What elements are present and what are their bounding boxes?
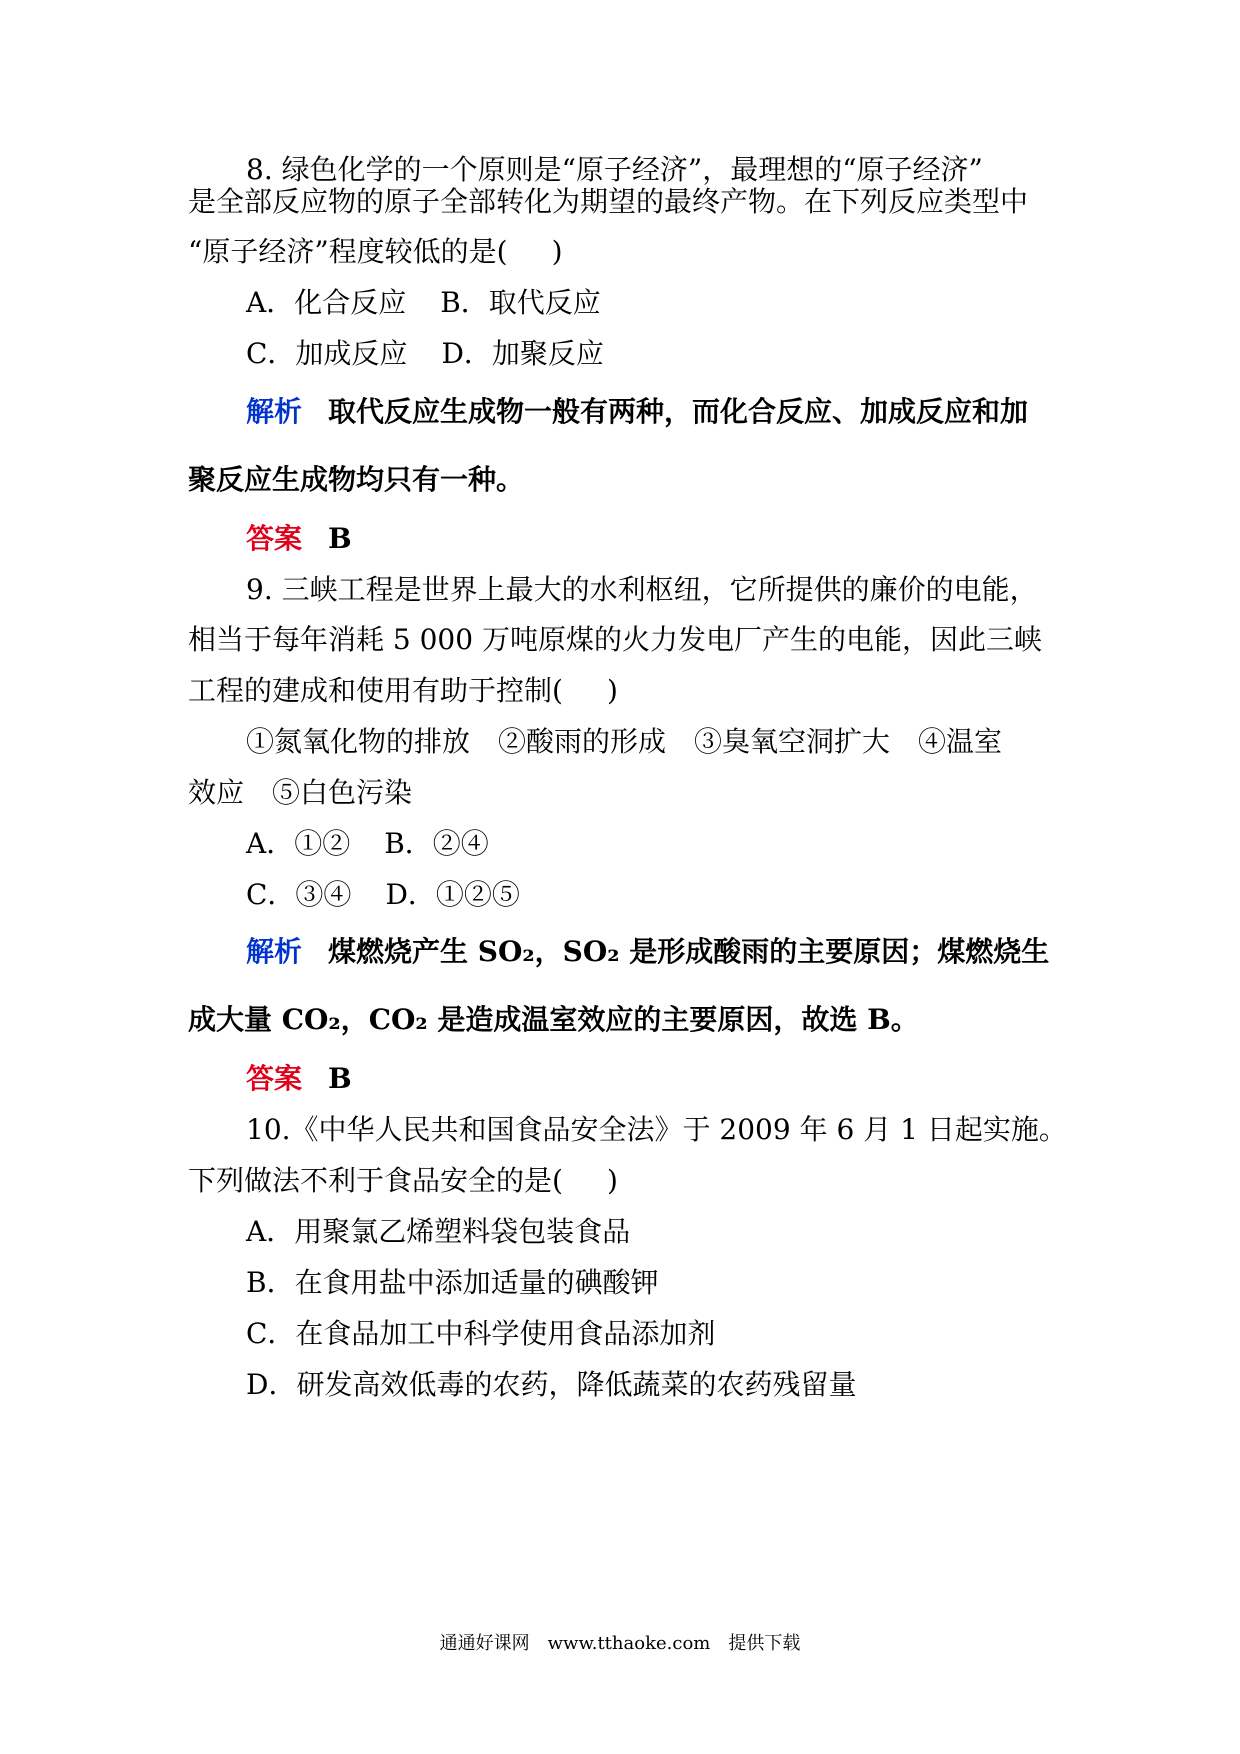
q9-answer-label: 答案: [246, 1062, 303, 1095]
q10-option-c: C．在食品加工中科学使用食品添加剂: [246, 1317, 716, 1350]
q8-analysis-line1: [246, 392, 1116, 432]
q9-stem-line3-close: ): [606, 674, 618, 707]
q9-stem-line3-text: 工程的建成和使用有助于控制(: [188, 674, 563, 707]
q9-items-line1: ①氮氧化物的排放 ②酸雨的形成 ③臭氧空洞扩大 ④温室: [246, 725, 1003, 758]
q8-stem-line2: 是全部反应物的原子全部转化为期望的最终产物。在下列反应类型中: [188, 185, 1029, 218]
q8-answer-value: B: [328, 522, 352, 555]
q8-option-c: C．加成反应: [246, 337, 408, 370]
q8-analysis-text1: 取代反应生成物一般有两种，而化合反应、加成反应和加: [328, 395, 1029, 428]
q9-stem-line3: [188, 671, 1058, 711]
page-footer: 通通好课网 www.tthaoke.com 提供下载: [439, 1633, 801, 1654]
q8-answer-line: [246, 519, 1116, 559]
q8-stem-line3-close: ): [551, 235, 563, 268]
q8-option-a: A．化合反应: [246, 286, 407, 319]
q9-options-row2: [246, 875, 1116, 915]
q10-option-d: D．研发高效低毒的农药，降低蔬菜的农药残留量: [246, 1368, 857, 1401]
q8-option-b: B．取代反应: [440, 286, 601, 319]
q9-option-b: B．②④: [384, 827, 489, 860]
q9-option-d: D．①②⑤: [385, 878, 520, 911]
q8-stem-line3: [188, 232, 1058, 272]
q9-stem-line1: 9. 三峡工程是世界上最大的水利枢纽，它所提供的廉价的电能，: [246, 573, 1038, 606]
q9-analysis-text1: 煤燃烧产生 SO₂，SO₂ 是形成酸雨的主要原因；煤燃烧生: [328, 935, 1050, 968]
q8-stem-line1: 8. 绿色化学的一个原则是“原子经济”，最理想的“原子经济”: [246, 153, 983, 186]
q8-analysis-label: 解析: [246, 395, 303, 428]
q8-stem-line3-text: “原子经济”程度较低的是(: [188, 235, 508, 268]
q8-answer-label: 答案: [246, 522, 303, 555]
q10-stem-line2-close: ): [606, 1164, 618, 1197]
q10-option-a: A．用聚氯乙烯塑料袋包装食品: [246, 1215, 631, 1248]
q10-stem-line2: [188, 1161, 1058, 1201]
q9-answer-value: B: [328, 1062, 352, 1095]
q8-option-d: D．加聚反应: [441, 337, 604, 370]
q9-items-line2: 效应 ⑤白色污染: [188, 776, 413, 809]
q8-options-row1: [246, 283, 1116, 323]
q9-analysis-label: 解析: [246, 935, 303, 968]
q8-options-row2: [246, 334, 1116, 374]
q8-analysis-line2: 聚反应生成物均只有一种。: [188, 463, 525, 496]
q9-options-row1: [246, 824, 1116, 864]
q10-stem-line1: 10.《中华人民共和国食品安全法》于 2009 年 6 月 1 日起实施。: [246, 1113, 1067, 1146]
q9-analysis-line2: 成大量 CO₂，CO₂ 是造成温室效应的主要原因，故选 B。: [188, 1003, 919, 1036]
q9-option-c: C．③④: [246, 878, 352, 911]
q9-answer-line: [246, 1059, 1116, 1099]
q10-option-b: B．在食用盐中添加适量的碘酸钾: [246, 1266, 659, 1299]
q10-stem-line2-text: 下列做法不利于食品安全的是(: [188, 1164, 563, 1197]
q9-stem-line2: 相当于每年消耗 5 000 万吨原煤的火力发电厂产生的电能，因此三峡: [188, 623, 1042, 656]
q9-analysis-line1: [246, 932, 1116, 972]
q9-option-a: A．①②: [246, 827, 351, 860]
